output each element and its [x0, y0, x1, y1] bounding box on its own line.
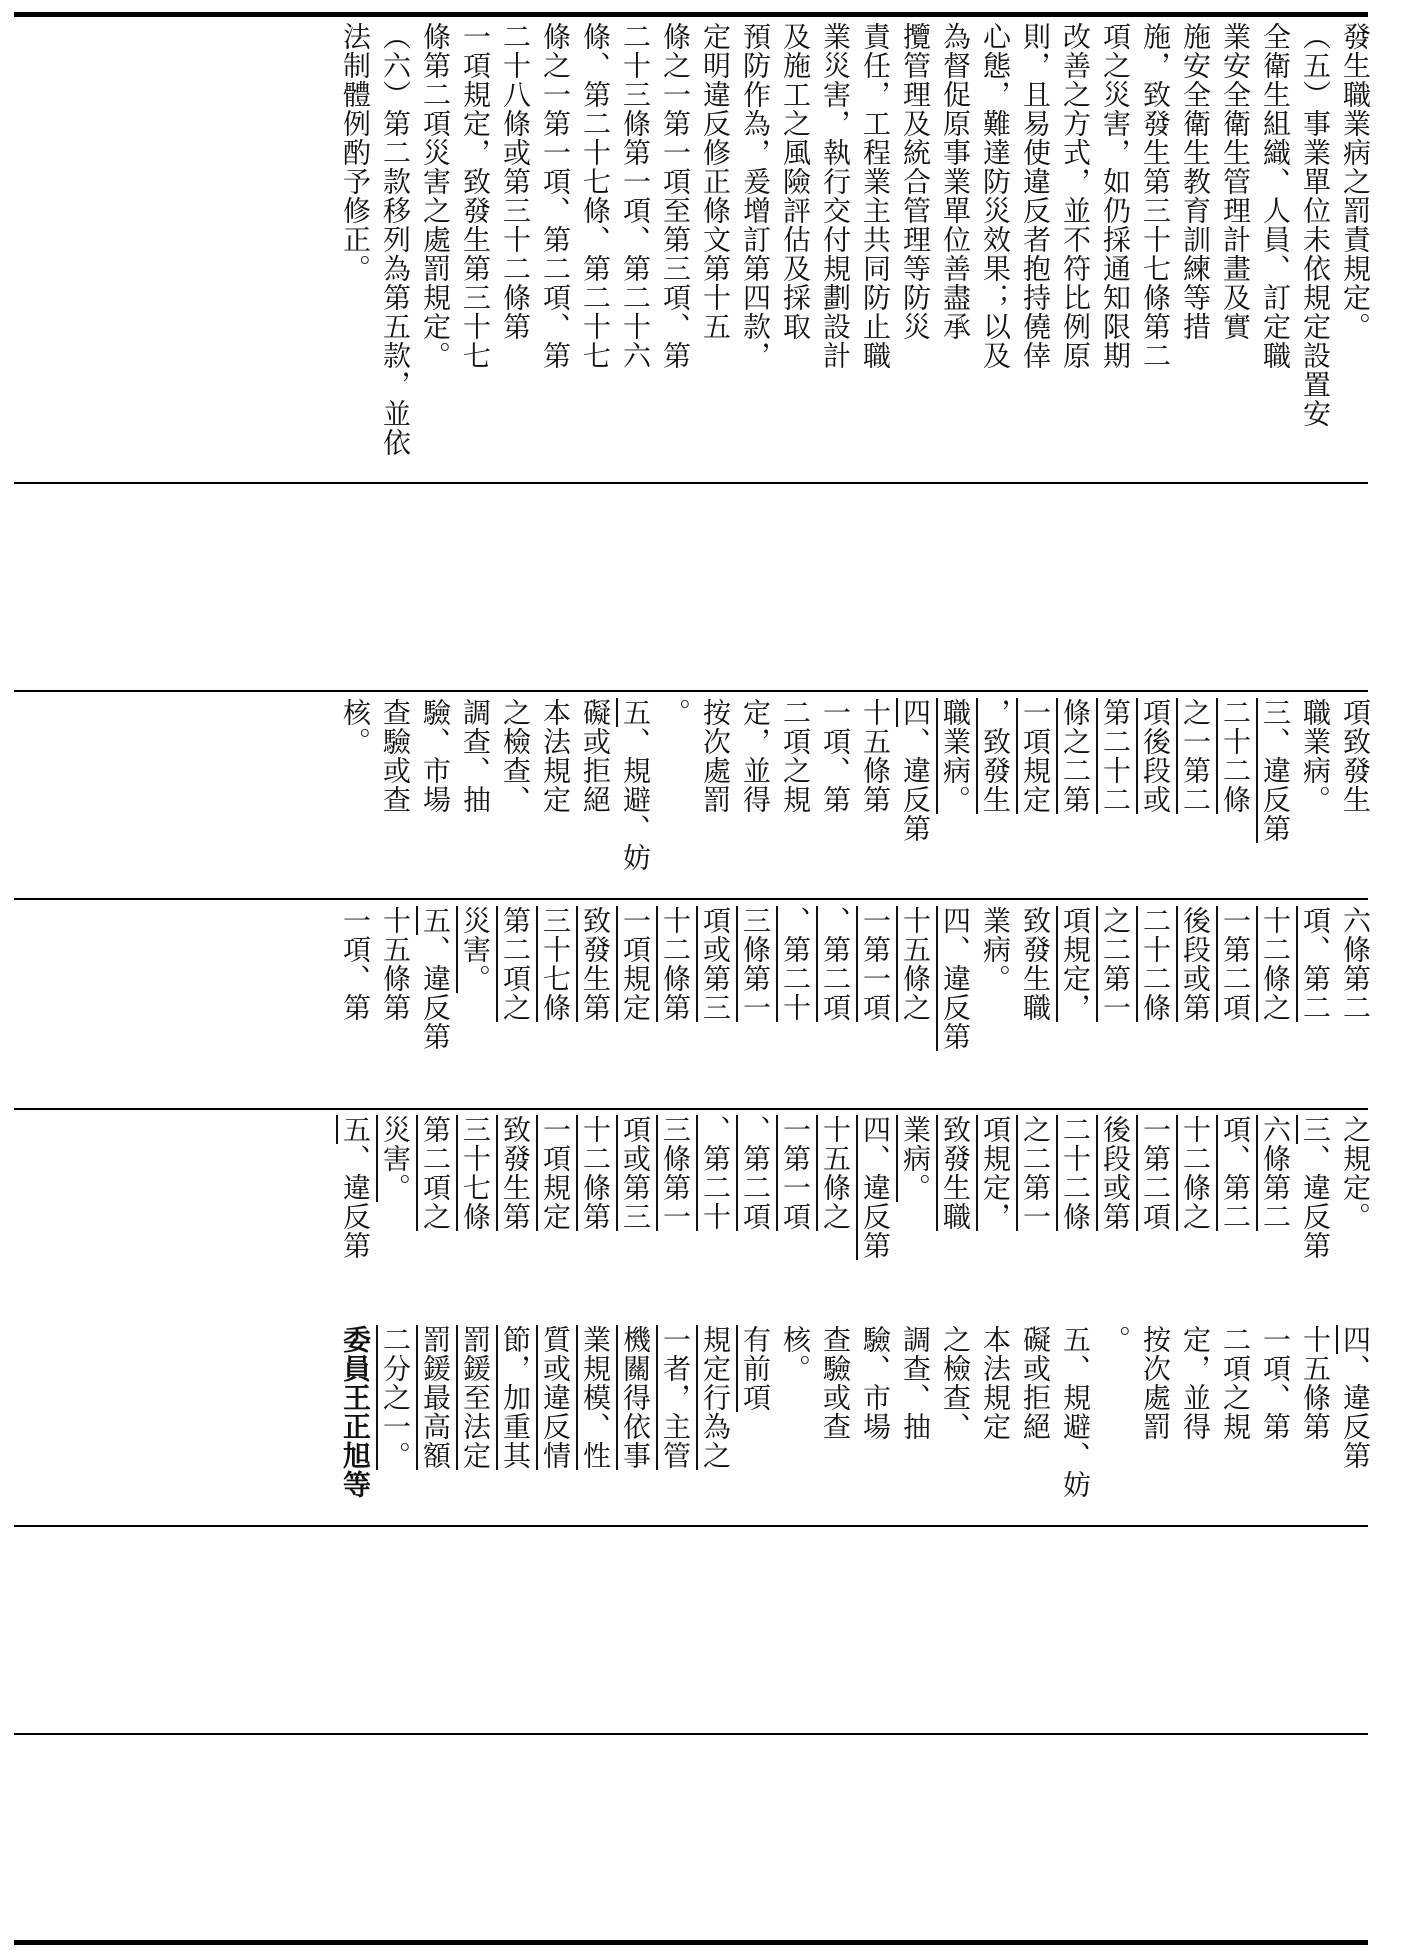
text-line: 二項之規 [1219, 1325, 1252, 1441]
text-line: 項之災害，如仍採通知限期 [1099, 22, 1132, 370]
text-line: 一者，主管 [659, 1325, 692, 1470]
text-line: 十二條第 [659, 906, 692, 1022]
text-line: 預防作為，爰增訂第四款， [739, 22, 772, 370]
text-line: 核。 [779, 1325, 812, 1383]
text-line: （六）第二款移列為第五款，並依 [379, 22, 412, 457]
text-line: 十五條第 [1299, 1325, 1332, 1441]
text-line: 發生職業病之罰責規定。 [1339, 22, 1372, 341]
text-line: 、第二十 [699, 1115, 732, 1231]
text-line: 責任，工程業主共同防止職 [859, 22, 892, 370]
text-line: 職業病。 [939, 698, 972, 814]
text-line: 條之一第一項、第二項、第 [539, 22, 572, 370]
bottom-rule [14, 1940, 1368, 1945]
text-line: 一第一項 [779, 1115, 812, 1231]
text-line: 業病。 [899, 1115, 932, 1202]
top-rule [14, 12, 1368, 17]
proposed-text-column-b [335, 1115, 1375, 1315]
text-line: 二十二條 [1139, 906, 1172, 1022]
text-line: 一項、第 [339, 906, 372, 1022]
text-line: 驗、市場 [859, 1325, 892, 1441]
text-line: 業規模、性 [579, 1325, 612, 1470]
text-line: 項致發生 [1339, 698, 1372, 814]
text-line: 四、違反第 [1339, 1325, 1372, 1470]
text-line: 為督促原事業單位善盡承 [939, 22, 972, 341]
text-line: 之一第二 [1179, 698, 1212, 814]
text-line: 第二項之 [419, 1115, 452, 1231]
text-line: 攬管理及統合管理等防災 [899, 22, 932, 341]
text-line: 一第二項 [1219, 906, 1252, 1022]
text-line: 查驗或查 [819, 1325, 852, 1441]
text-line: 按次處罰 [699, 698, 732, 814]
text-line: 之檢查、 [939, 1325, 972, 1441]
text-line: 一第一項 [859, 906, 892, 1022]
text-line: 條之一第一項至第三項、第 [659, 22, 692, 370]
text-line: 本法規定 [979, 1325, 1012, 1441]
text-line: 查驗或查 [379, 698, 412, 814]
text-line: 項規定， [1059, 906, 1092, 1022]
text-line: 核。 [339, 698, 372, 756]
text-line: 定，並得 [739, 698, 772, 814]
text-line: 致發生第 [499, 1115, 532, 1231]
text-line: 三十七條 [459, 1115, 492, 1231]
section-rule-4 [14, 1108, 1368, 1110]
text-line: 災害。 [459, 906, 492, 993]
text-line: 二十二條 [1059, 1115, 1092, 1231]
text-line: 業安全衛生管理計畫及實 [1219, 22, 1252, 341]
text-line: 二十三條第一項、第二十六 [619, 22, 652, 370]
text-line: 十五條之 [819, 1115, 852, 1231]
text-line: 定，並得 [1179, 1325, 1212, 1441]
text-line: 致發生職 [1019, 906, 1052, 1022]
section-rule-1 [14, 482, 1368, 484]
text-line: 五、規避、妨 [1059, 1325, 1092, 1499]
text-line: 全衛生組織、人員、訂定職 [1259, 22, 1292, 370]
text-line: 三十七條 [539, 906, 572, 1022]
text-line: 改善之方式，並不符比例原 [1059, 22, 1092, 370]
text-line: 、第二項 [739, 1115, 772, 1231]
text-line: 之二第一 [1099, 906, 1132, 1022]
text-line: 項後段或 [1139, 698, 1172, 814]
text-line: 則，且易使違反者抱持僥倖 [1019, 22, 1052, 370]
text-line: 十二條之 [1259, 906, 1292, 1022]
section-rule-2 [14, 690, 1368, 692]
text-line: 十二條第 [579, 1115, 612, 1231]
current-text-column [335, 698, 1375, 894]
text-line: 一項規定 [1019, 698, 1052, 814]
text-line: 規定行為之 [699, 1325, 732, 1470]
text-line: 三、違反第 [1299, 1115, 1332, 1260]
text-line: 三條第一 [739, 906, 772, 1022]
text-line: 二分之一。 [379, 1325, 412, 1470]
proposed-text-column-c [335, 1325, 1375, 1521]
text-line: 十五條之 [899, 906, 932, 1022]
text-line: 六條第二 [1339, 906, 1372, 1022]
text-line: 四、違反第 [859, 1115, 892, 1260]
text-line: 礙或拒絕 [579, 698, 612, 814]
text-line: 調查、抽 [899, 1325, 932, 1441]
text-line: 罰鍰最高額 [419, 1325, 452, 1470]
text-line: 項或第三 [619, 1115, 652, 1231]
text-line: 二十八條或第三十二條第 [499, 22, 532, 341]
text-line: 項規定， [979, 1115, 1012, 1231]
text-line: 法制體例酌予修正。 [339, 22, 372, 283]
text-line: 一項規定 [539, 1115, 572, 1231]
text-line: 定明違反修正條文第十五 [699, 22, 732, 341]
text-line: 有前項 [739, 1325, 772, 1412]
text-line: 一第二項 [1139, 1115, 1172, 1231]
text-line: 質或違反情 [539, 1325, 572, 1470]
text-line: 心態，難達防災效果；以及 [979, 22, 1012, 370]
text-line: 致發生職 [939, 1115, 972, 1231]
text-line: 調查、抽 [459, 698, 492, 814]
text-line: 業災害，執行交付規劃設計 [819, 22, 852, 370]
text-line: 本法規定 [539, 698, 572, 814]
text-line: 第二項之 [499, 906, 532, 1022]
text-line: 施，致發生第三十七條第二 [1139, 22, 1172, 370]
text-line: 四、違反第 [939, 906, 972, 1051]
text-line: 五、規避、妨 [619, 698, 652, 872]
text-line: 按次處罰 [1139, 1325, 1172, 1441]
text-line: 五、違反第 [339, 1115, 372, 1260]
text-line: 後段或第 [1099, 1115, 1132, 1231]
text-line: 第二十二 [1099, 698, 1132, 814]
text-line: 及施工之風險評估及採取 [779, 22, 812, 341]
text-line: 十五條第 [379, 906, 412, 1022]
text-line: ，致發生 [979, 698, 1012, 814]
text-line: 委員王正旭等 [339, 1325, 372, 1499]
text-line: 四、違反第 [899, 698, 932, 843]
text-line: 之檢查、 [499, 698, 532, 814]
text-line: 三、違反第 [1259, 698, 1292, 843]
text-line: 後段或第 [1179, 906, 1212, 1022]
section-rule-3 [14, 898, 1368, 900]
text-line: 五、違反第 [419, 906, 452, 1051]
text-line: 十二條之 [1179, 1115, 1212, 1231]
text-line: 十五條第 [859, 698, 892, 814]
explanation-column [335, 22, 1375, 477]
text-line: 、第二項 [819, 906, 852, 1022]
text-line: 之二第一 [1019, 1115, 1052, 1231]
text-line: 項、第二 [1219, 1115, 1252, 1231]
text-line: 項、第二 [1299, 906, 1332, 1022]
text-line: 施安全衛生教育訓練等措 [1179, 22, 1212, 341]
text-line: 業病。 [979, 906, 1012, 993]
text-line: 災害。 [379, 1115, 412, 1202]
text-line: 。 [659, 698, 692, 727]
text-line: 項或第三 [699, 906, 732, 1022]
text-line: 職業病。 [1299, 698, 1332, 814]
text-line: 罰鍰至法定 [459, 1325, 492, 1470]
text-line: 驗、市場 [419, 698, 452, 814]
text-line: （五）事業單位未依規定設置安 [1299, 22, 1332, 428]
text-line: 二十二條 [1219, 698, 1252, 814]
text-line: 致發生第 [579, 906, 612, 1022]
text-line: 三條第一 [659, 1115, 692, 1231]
text-line: 一項規定 [619, 906, 652, 1022]
section-rule-5 [14, 1525, 1368, 1527]
text-line: 條、第二十七條、第二十七 [579, 22, 612, 370]
text-line: 一項、第 [819, 698, 852, 814]
section-rule-6 [14, 1733, 1368, 1735]
text-line: 之規定。 [1339, 1115, 1372, 1231]
text-line: 一項規定，致發生第三十七 [459, 22, 492, 370]
proposed-text-column-a [335, 906, 1375, 1104]
text-line: 、第二十 [779, 906, 812, 1022]
text-line: 二項之規 [779, 698, 812, 814]
text-line: 一項、第 [1259, 1325, 1292, 1441]
text-line: 條第二項災害之處罰規定。 [419, 22, 452, 370]
text-line: 。 [1099, 1325, 1132, 1354]
text-line: 條之二第 [1059, 698, 1092, 814]
text-line: 礙或拒絕 [1019, 1325, 1052, 1441]
text-line: 節，加重其 [499, 1325, 532, 1470]
text-line: 機關得依事 [619, 1325, 652, 1470]
text-line: 六條第二 [1259, 1115, 1292, 1231]
